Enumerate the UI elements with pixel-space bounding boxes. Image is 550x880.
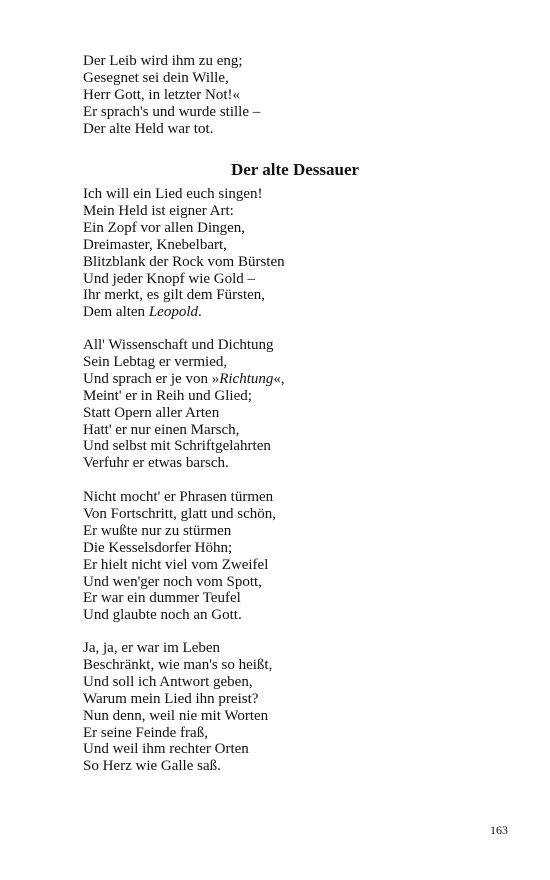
verse-line: Und selbst mit Schriftgelahrten <box>83 438 271 455</box>
verse-line: Dreimaster, Knebelbart, <box>83 236 227 253</box>
verse-line: Der Leib wird ihm zu eng; <box>83 53 243 69</box>
verse-line: Mein Held ist eigner Art: <box>83 202 234 219</box>
verse-line: Die Kesselsdorfer Höhn; <box>83 539 233 556</box>
verse-line: Beschränkt, wie man's so heißt, <box>83 656 273 673</box>
verse-text: Dem alten <box>83 304 149 321</box>
stanza-1 <box>83 186 503 321</box>
previous-poem-ending <box>83 53 503 138</box>
verse-line: Ihr merkt, es gilt dem Fürsten, <box>83 287 266 304</box>
stanza-3 <box>83 489 503 624</box>
verse-line: Er hielt nicht viel vom Zweifel <box>83 556 269 573</box>
verse-line: Von Fortschritt, glatt und schön, <box>83 505 277 522</box>
verse-line <box>83 304 503 321</box>
italic-word: Richtung <box>219 370 274 387</box>
verse-line: Warum mein Lied ihn preist? <box>83 690 259 707</box>
verse-line: Nicht mocht' er Phrasen türmen <box>83 489 274 505</box>
stanza-2 <box>83 337 503 472</box>
verse-line: So Herz wie Galle saß. <box>83 758 221 775</box>
stanza-4 <box>83 640 503 775</box>
verse-line: Verfuhr er etwas barsch. <box>83 455 229 472</box>
verse-text: «, <box>273 370 285 387</box>
verse-line: Nun denn, weil nie mit Worten <box>83 707 269 724</box>
verse-text: Und sprach er je von » <box>83 370 220 387</box>
verse-line: Und wen'ger noch vom Spott, <box>83 573 262 590</box>
poem-title: Der alte Dessauer <box>230 160 360 179</box>
verse-line: Er war ein dummer Teufel <box>83 590 241 607</box>
verse-line: Ja, ja, er war im Leben <box>83 640 221 656</box>
verse-line: Er seine Feinde fraß, <box>83 724 208 741</box>
verse-line: Ich will ein Lied euch singen! <box>83 186 263 202</box>
verse-line: Blitzblank der Rock vom Bürsten <box>83 253 285 270</box>
verse-line: Statt Opern aller Arten <box>83 404 220 421</box>
verse-line: Und jeder Knopf wie Gold – <box>83 270 256 287</box>
verse-line: All' Wissenschaft und Dichtung <box>83 337 274 353</box>
verse-line: Und weil ihm rechter Orten <box>83 741 249 758</box>
verse-text: . <box>197 304 202 321</box>
verse-line <box>83 371 503 388</box>
verse-line: Der alte Held war tot. <box>83 120 214 137</box>
verse-line: Gesegnet sei dein Wille, <box>83 69 229 86</box>
page-number: 163 <box>490 823 508 837</box>
verse-line: Er wußte nur zu stürmen <box>83 522 232 539</box>
verse-line: Meint' er in Reih und Glied; <box>83 387 252 404</box>
verse-line: Herr Gott, in letzter Not!« <box>83 86 241 103</box>
italic-name: Leopold <box>148 304 198 321</box>
verse-line: Und glaubte noch an Gott. <box>83 607 242 624</box>
verse-line: Er sprach's und wurde stille – <box>83 103 261 120</box>
verse-line: Und soll ich Antwort geben, <box>83 673 253 690</box>
verse-line: Ein Zopf vor allen Dingen, <box>83 219 246 236</box>
verse-line: Hatt' er nur einen Marsch, <box>83 421 240 438</box>
verse-line: Sein Lebtag er vermied, <box>83 353 228 370</box>
